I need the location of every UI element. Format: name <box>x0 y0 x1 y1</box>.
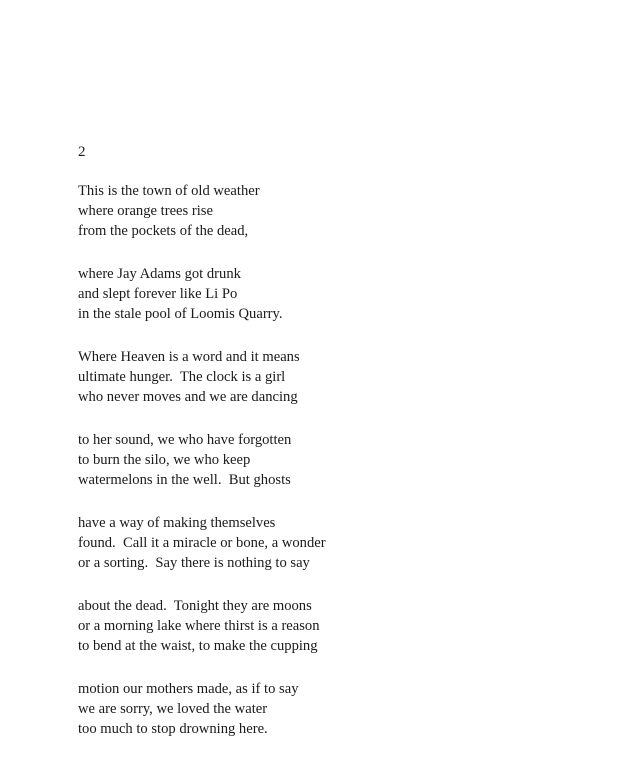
stanza <box>78 679 598 739</box>
poem-line: we are sorry, we loved the water <box>78 701 268 717</box>
poem-line: This is the town of old weather <box>78 183 260 199</box>
stanza <box>78 181 598 241</box>
poem-line: to her sound, we who have forgotten <box>78 432 292 448</box>
stanza <box>78 347 598 407</box>
poem-line: too much to stop drowning here. <box>78 721 268 737</box>
poem-line: have a way of making themselves <box>78 515 276 531</box>
poem-line: ultimate hunger. The clock is a girl <box>78 369 286 385</box>
poem-line: and slept forever like Li Po <box>78 286 238 302</box>
stanza <box>78 513 598 573</box>
poem-line: or a sorting. Say there is nothing to say <box>78 555 310 571</box>
poem-line: Where Heaven is a word and it means <box>78 349 300 365</box>
poem-line: or a morning lake where thirst is a reason <box>78 618 320 634</box>
poem-line: about the dead. Tonight they are moons <box>78 598 312 614</box>
poem-line: from the pockets of the dead, <box>78 223 249 239</box>
poem-line: where Jay Adams got drunk <box>78 266 241 282</box>
stanza <box>78 596 598 656</box>
poem-line: motion our mothers made, as if to say <box>78 681 299 697</box>
poem-line: where orange trees rise <box>78 203 213 219</box>
section-number: 2 <box>78 144 86 160</box>
stanza <box>78 264 598 324</box>
poem-body <box>78 181 598 762</box>
poem-line: in the stale pool of Loomis Quarry. <box>78 306 283 322</box>
poem-line: to burn the silo, we who keep <box>78 452 251 468</box>
poem-line: watermelons in the well. But ghosts <box>78 472 291 488</box>
poem-line: who never moves and we are dancing <box>78 389 298 405</box>
poem-line: found. Call it a miracle or bone, a wonder <box>78 535 326 551</box>
poem-line: to bend at the waist, to make the cupping <box>78 638 318 654</box>
stanza <box>78 430 598 490</box>
